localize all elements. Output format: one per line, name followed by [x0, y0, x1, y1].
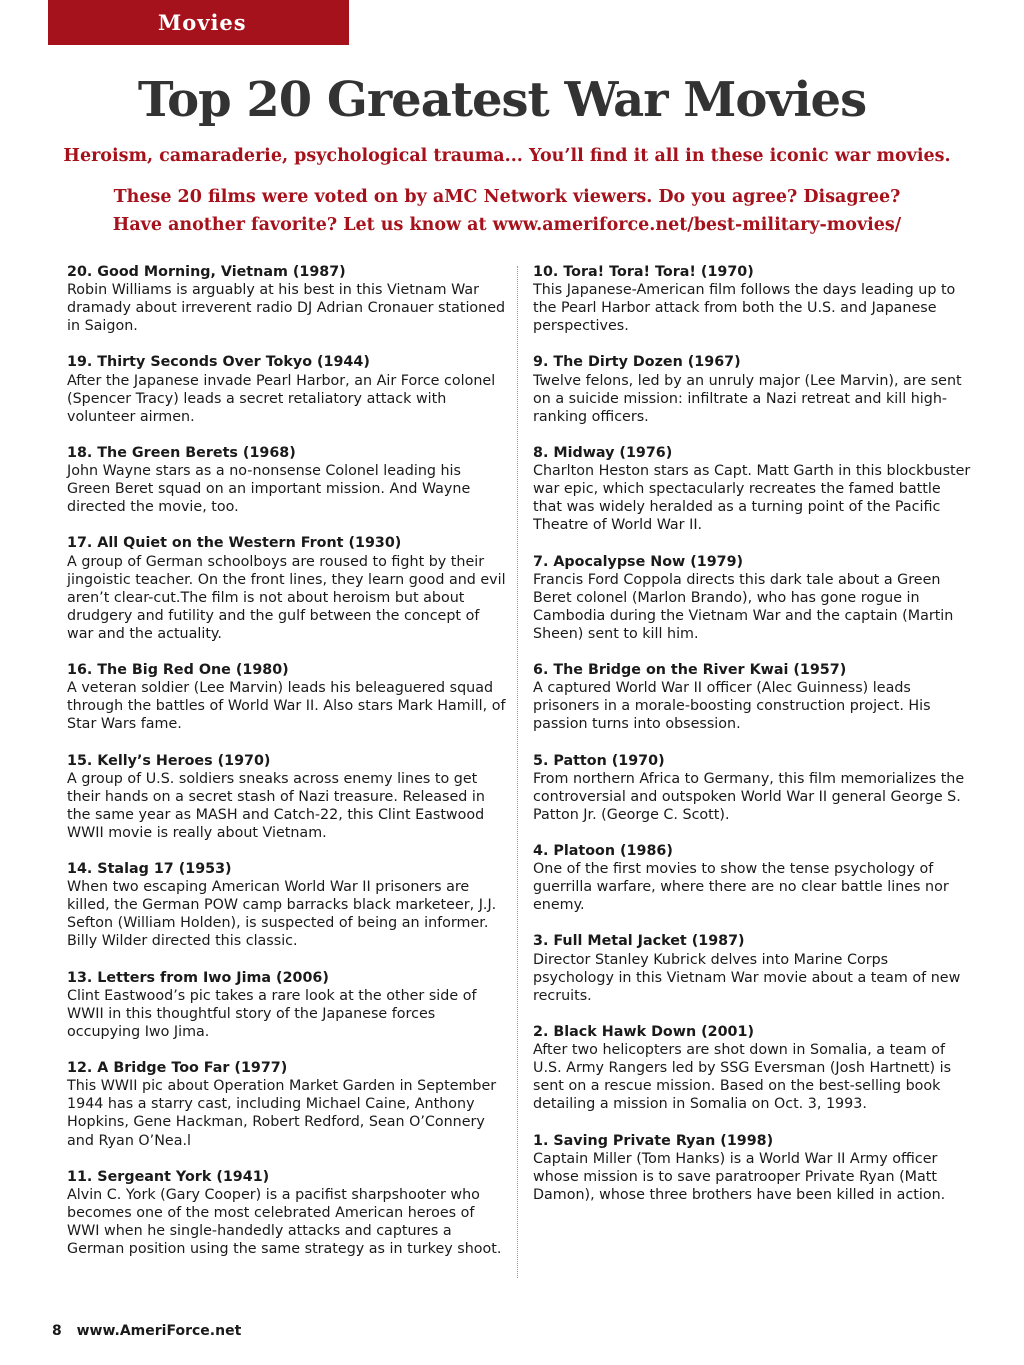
movie-description: This WWII pic about Operation Market Garden in September 1944 has a starry cast, including Michael Caine, Anthony Hopkins, Gene Hackman, Robert Redford, Sean O’Connery and Ryan O’Nea.l	[67, 1078, 497, 1149]
movie-entry-10	[533, 263, 973, 335]
movie-description: When two escaping American World War II prisoners are killed, the German POW camp barracks black marketeer, J.J. Sefton (William Holden), is suspected of being an informer. Billy Wilder directed this classic.	[67, 879, 497, 950]
left-column	[67, 263, 507, 1276]
vote-line-2: Have another favorite? Let us know at www.ameriforce.net/best-military-movies/	[112, 215, 902, 235]
movie-title: 8. Midway (1976)	[533, 444, 673, 461]
movie-entry-11	[67, 1168, 507, 1258]
movie-description: Francis Ford Coppola directs this dark tale about a Green Beret colonel (Marlon Brando), who has gone rogue in Cambodia during the Vietnam War and the captain (Martin Sheen) sent to kill him.	[533, 571, 954, 642]
movie-description: One of the first movies to show the tense psychology of guerrilla warfare, where there are no clear battle lines nor enemy.	[533, 861, 949, 914]
movie-description: Charlton Heston stars as Capt. Matt Garth in this blockbuster war epic, which spectacularly recreates the famed battle that was widely heralded as a turning point of the Pacific Theatre of World War II.	[533, 463, 971, 534]
movie-title: 16. The Big Red One (1980)	[67, 662, 289, 679]
movie-title: 18. The Green Berets (1968)	[67, 444, 296, 461]
movie-title: 20. Good Morning, Vietnam (1987)	[67, 264, 346, 280]
movie-title: 13. Letters from Iwo Jima (2006)	[67, 969, 329, 986]
page-number: 8	[52, 1323, 62, 1339]
movie-description: Alvin C. York (Gary Cooper) is a pacifist sharpshooter who becomes one of the most celebrated American heroes of WWI when he single-handedly attacks and captures a German position using the same strategy as in turkey shoot.	[67, 1186, 502, 1258]
movie-description: Clint Eastwood’s pic takes a rare look at the other side of WWII in this thoughtful story of the Japanese forces occupying Iwo Jima.	[67, 987, 477, 1040]
movie-description: Robin Williams is arguably at his best in this Vietnam War dramady about irreverent radio DJ Adrian Cronauer stationed in Saigon.	[67, 282, 506, 335]
subtitle: Heroism, camaraderie, psychological trauma... You’ll find it all in these iconic war movies.	[63, 146, 951, 166]
movie-title: 1. Saving Private Ryan (1998)	[533, 1132, 774, 1149]
movie-entry-20	[67, 263, 507, 335]
movie-entry-12	[67, 1059, 507, 1149]
movie-entry-7	[533, 553, 973, 643]
right-column	[533, 263, 973, 1222]
movie-entry-17	[67, 534, 507, 643]
movie-entry-13	[67, 969, 507, 1041]
movie-entry-9	[533, 353, 973, 425]
vote-line-1: These 20 films were voted on by aMC Network viewers. Do you agree? Disagree?	[113, 187, 901, 207]
movie-title: 5. Patton (1970)	[533, 752, 665, 769]
movie-title: 17. All Quiet on the Western Front (1930)	[67, 535, 402, 552]
movie-entry-4	[533, 842, 973, 914]
movie-description: A captured World War II officer (Alec Guinness) leads prisoners in a morale-boosting construction project. His passion turns into obsession.	[533, 680, 931, 733]
movie-entry-18	[67, 444, 507, 516]
movie-entry-3	[533, 932, 973, 1004]
footer-site-link[interactable]: www.AmeriForce.net	[76, 1323, 242, 1339]
movie-title: 6. The Bridge on the River Kwai (1957)	[533, 662, 847, 679]
movie-title: 19. Thirty Seconds Over Tokyo (1944)	[67, 354, 370, 371]
movie-title: 9. The Dirty Dozen (1967)	[533, 354, 741, 371]
movie-description: After two helicopters are shot down in Somalia, a team of U.S. Army Rangers led by SSG Eversman (Josh Hartnett) is sent on a rescue mission. Based on the best-selling book detailing a mission in Somalia on Oct. 3, 1993.	[533, 1042, 952, 1113]
movie-description: Twelve felons, led by an unruly major (Lee Marvin), are sent on a suicide mission: infiltrate a Nazi retreat and kill high-ranking officers.	[533, 372, 962, 425]
movie-description: After the Japanese invade Pearl Harbor, an Air Force colonel (Spencer Tracy) leads a secret retaliatory attack with volunteer airmen.	[67, 372, 496, 425]
movie-description: A group of German schoolboys are roused to fight by their jingoistic teacher. On the front lines, they learn good and evil aren’t clear-cut.The film is not about heroism but about drudgery and futility and the gulf between the concept of war and the actuality.	[67, 553, 506, 642]
movie-description: Captain Miller (Tom Hanks) is a World War II Army officer whose mission is to save paratrooper Private Ryan (Matt Damon), whose three brothers have been killed in action.	[533, 1150, 946, 1203]
column-divider	[517, 266, 518, 1278]
movie-title: 12. A Bridge Too Far (1977)	[67, 1060, 288, 1077]
movie-title: 14. Stalag 17 (1953)	[67, 861, 232, 878]
movie-entry-16	[67, 661, 507, 733]
movie-entry-19	[67, 353, 507, 425]
movie-entry-14	[67, 860, 507, 950]
movie-title: 2. Black Hawk Down (2001)	[533, 1023, 754, 1040]
movie-entry-1	[533, 1132, 973, 1204]
movie-entry-6	[533, 661, 973, 733]
page-footer	[52, 1323, 241, 1339]
movie-entry-2	[533, 1023, 973, 1113]
section-tab: Movies	[48, 0, 349, 45]
movie-title: 10. Tora! Tora! Tora! (1970)	[533, 264, 754, 280]
movie-entry-8	[533, 444, 973, 534]
movie-description: John Wayne stars as a no-nonsense Colonel leading his Green Beret squad on an important mission. And Wayne directed the movie, too.	[67, 463, 471, 516]
movie-title: 7. Apocalypse Now (1979)	[533, 553, 744, 570]
movie-description: This Japanese-American film follows the days leading up to the Pearl Harbor attack from both the U.S. and Japanese perspectives.	[533, 282, 956, 335]
movie-title: 4. Platoon (1986)	[533, 843, 673, 859]
movie-description: A group of U.S. soldiers sneaks across enemy lines to get their hands on a secret stash of Nazi treasure. Released in the same year as MASH and Catch-22, this Clint Eastwood WWII movie is really about Vietnam.	[67, 770, 485, 841]
vote-note	[0, 183, 1014, 239]
movie-entry-5	[533, 752, 973, 824]
page-title: Top 20 Greatest War Movies	[137, 72, 867, 128]
movie-entry-15	[67, 752, 507, 842]
movie-description: Director Stanley Kubrick delves into Marine Corps psychology in this Vietnam War movie about a team of new recruits.	[533, 951, 961, 1004]
movie-title: 15. Kelly’s Heroes (1970)	[67, 752, 271, 769]
movie-description: A veteran soldier (Lee Marvin) leads his beleaguered squad through the battles of World War II. Also stars Mark Hamill, of Star Wars fame.	[67, 680, 506, 733]
movie-description: From northern Africa to Germany, this film memorializes the controversial and outspoken World War II general George S. Patton Jr. (George C. Scott).	[533, 770, 965, 823]
movie-title: 3. Full Metal Jacket (1987)	[533, 933, 745, 950]
movie-title: 11. Sergeant York (1941)	[67, 1168, 270, 1185]
